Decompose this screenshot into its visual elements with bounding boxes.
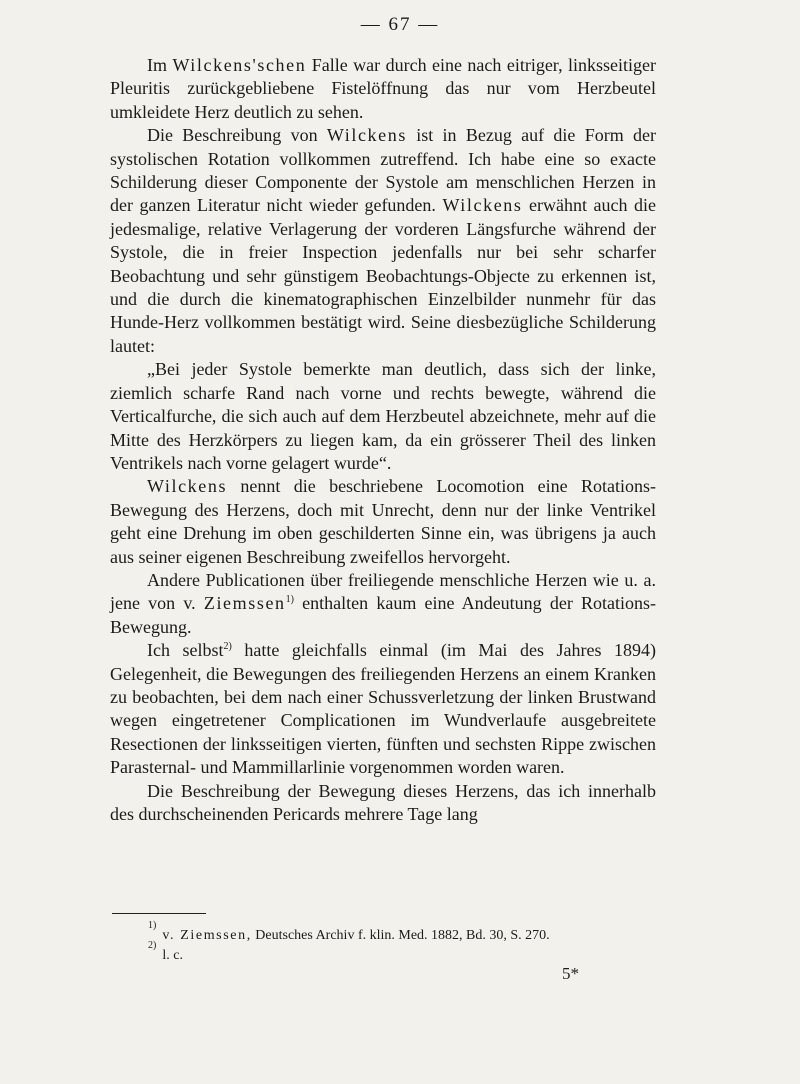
- footnote-reference: 2): [223, 641, 232, 653]
- page-number: — 67 —: [360, 14, 440, 35]
- paragraph-1: [110, 54, 656, 124]
- footnote-mark: 2): [148, 940, 157, 951]
- author-name: Ziemssen: [203, 593, 286, 614]
- paragraph-4: [110, 475, 656, 569]
- paragraph-text: Im: [147, 55, 173, 75]
- author-name: Wilckens'schen: [172, 55, 307, 75]
- paragraph-text: ist in Bezug auf die Form der systolischen Rotation vollkommen zutreffend. Ich habe eine so exacte Schilderung dieser Componente der Systole am menschlichen Herzen in der ganzen Literatur nicht wieder gefunden.: [110, 125, 656, 216]
- sheet-signature: 5*: [562, 964, 579, 983]
- paragraph-text: Falle war durch eine nach eitriger, linksseitiger Pleuritis zurückgebliebene Fistelöffnung das nur vom Herzbeutel umkleidete Herz deutlich zu sehen.: [110, 55, 657, 122]
- paragraph-2: [110, 124, 656, 358]
- paragraph-text: Ich selbst: [147, 640, 224, 661]
- footnote-citation: Deutsches Archiv f. klin. Med. 1882, Bd. 30, S. 270.: [251, 928, 550, 943]
- paragraph-7: Die Beschreibung der Bewegung dieses Herzens, das ich innerhalb des durchscheinenden Pericards mehrere Tage lang: [110, 780, 656, 824]
- footnote-divider: [112, 913, 206, 914]
- footnote-mark: 1): [148, 920, 157, 931]
- paragraph-6: [110, 639, 656, 779]
- paragraph-text: Die Beschreibung von: [147, 125, 327, 146]
- author-name: Wilckens: [442, 195, 523, 216]
- main-text: [110, 54, 656, 826]
- paragraph-5: [110, 569, 656, 639]
- author-name: Wilckens: [147, 476, 228, 497]
- footnote-text: [162, 926, 549, 946]
- footnote-author: v. Ziemssen,: [162, 928, 252, 943]
- paragraph-text: erwähnt auch die jedesmalige, relative Verlagerung der vorderen Längsfurche während der Systole, die in freier Inspection jedenfalls nur bei sehr scharfer Beobachtung und sehr günstigem Beobachtungs-Objecte zu erkennen ist, und die durch die kinematographischen Einzelbilder nunmehr für das Hunde-Herz vollkommen bestätigt wird. Seine diesbezügliche Schilderung lautet:: [110, 195, 656, 356]
- paragraph-text: nennt die beschriebene Locomotion eine Rotations-Bewegung des Herzens, doch mit Unrecht, denn nur der linke Ventrikel geht eine Drehung im oben geschilderten Sinne ein, was übrigens ja auch aus seiner eigenen Beschreibung zweifellos hervorgeht.: [110, 476, 656, 567]
- paragraph-text: hatte gleichfalls einmal (im Mai des Jahres 1894) Gelegenheit, die Bewegungen des freiliegenden Herzens an einem Kranken zu beobachten, bei dem nach einer Schussverletzung der linken Brustwand wegen eingetretener Complicationen im Wundverlaufe ausgebreitete Resectionen der linksseitigen vierten, fünften und sechsten Rippe zwischen Parasternal- und Mammillarlinie vorgenommen worden waren.: [110, 640, 656, 778]
- footnote-reference: 1): [285, 594, 294, 606]
- footnote-citation: l. c.: [162, 948, 183, 963]
- footnotes: [148, 920, 668, 966]
- paragraph-3-quotation: „Bei jeder Systole bemerkte man deutlich, dass sich der linke, ziemlich scharfe Rand nach vorne und rechts bewegte, während die Verticalfurche, die sich auch auf dem Herzbeutel abzeichnete, mehr auf die Mitte des Herzkörpers zu liegen kam, da ein grösserer Theil des linken Ventrikels nach vorne gelagert wurde“.: [110, 359, 656, 473]
- author-name: Wilckens: [326, 125, 407, 146]
- paragraph-text: Andere Publicationen über freiliegende menschliche Herzen wie u. a. jene von v.: [110, 569, 656, 614]
- footnote-2: [148, 940, 668, 966]
- footnote-1: [148, 920, 668, 946]
- paragraph-text: enthalten kaum eine Andeutung der Rotations-Bewegung.: [110, 593, 657, 637]
